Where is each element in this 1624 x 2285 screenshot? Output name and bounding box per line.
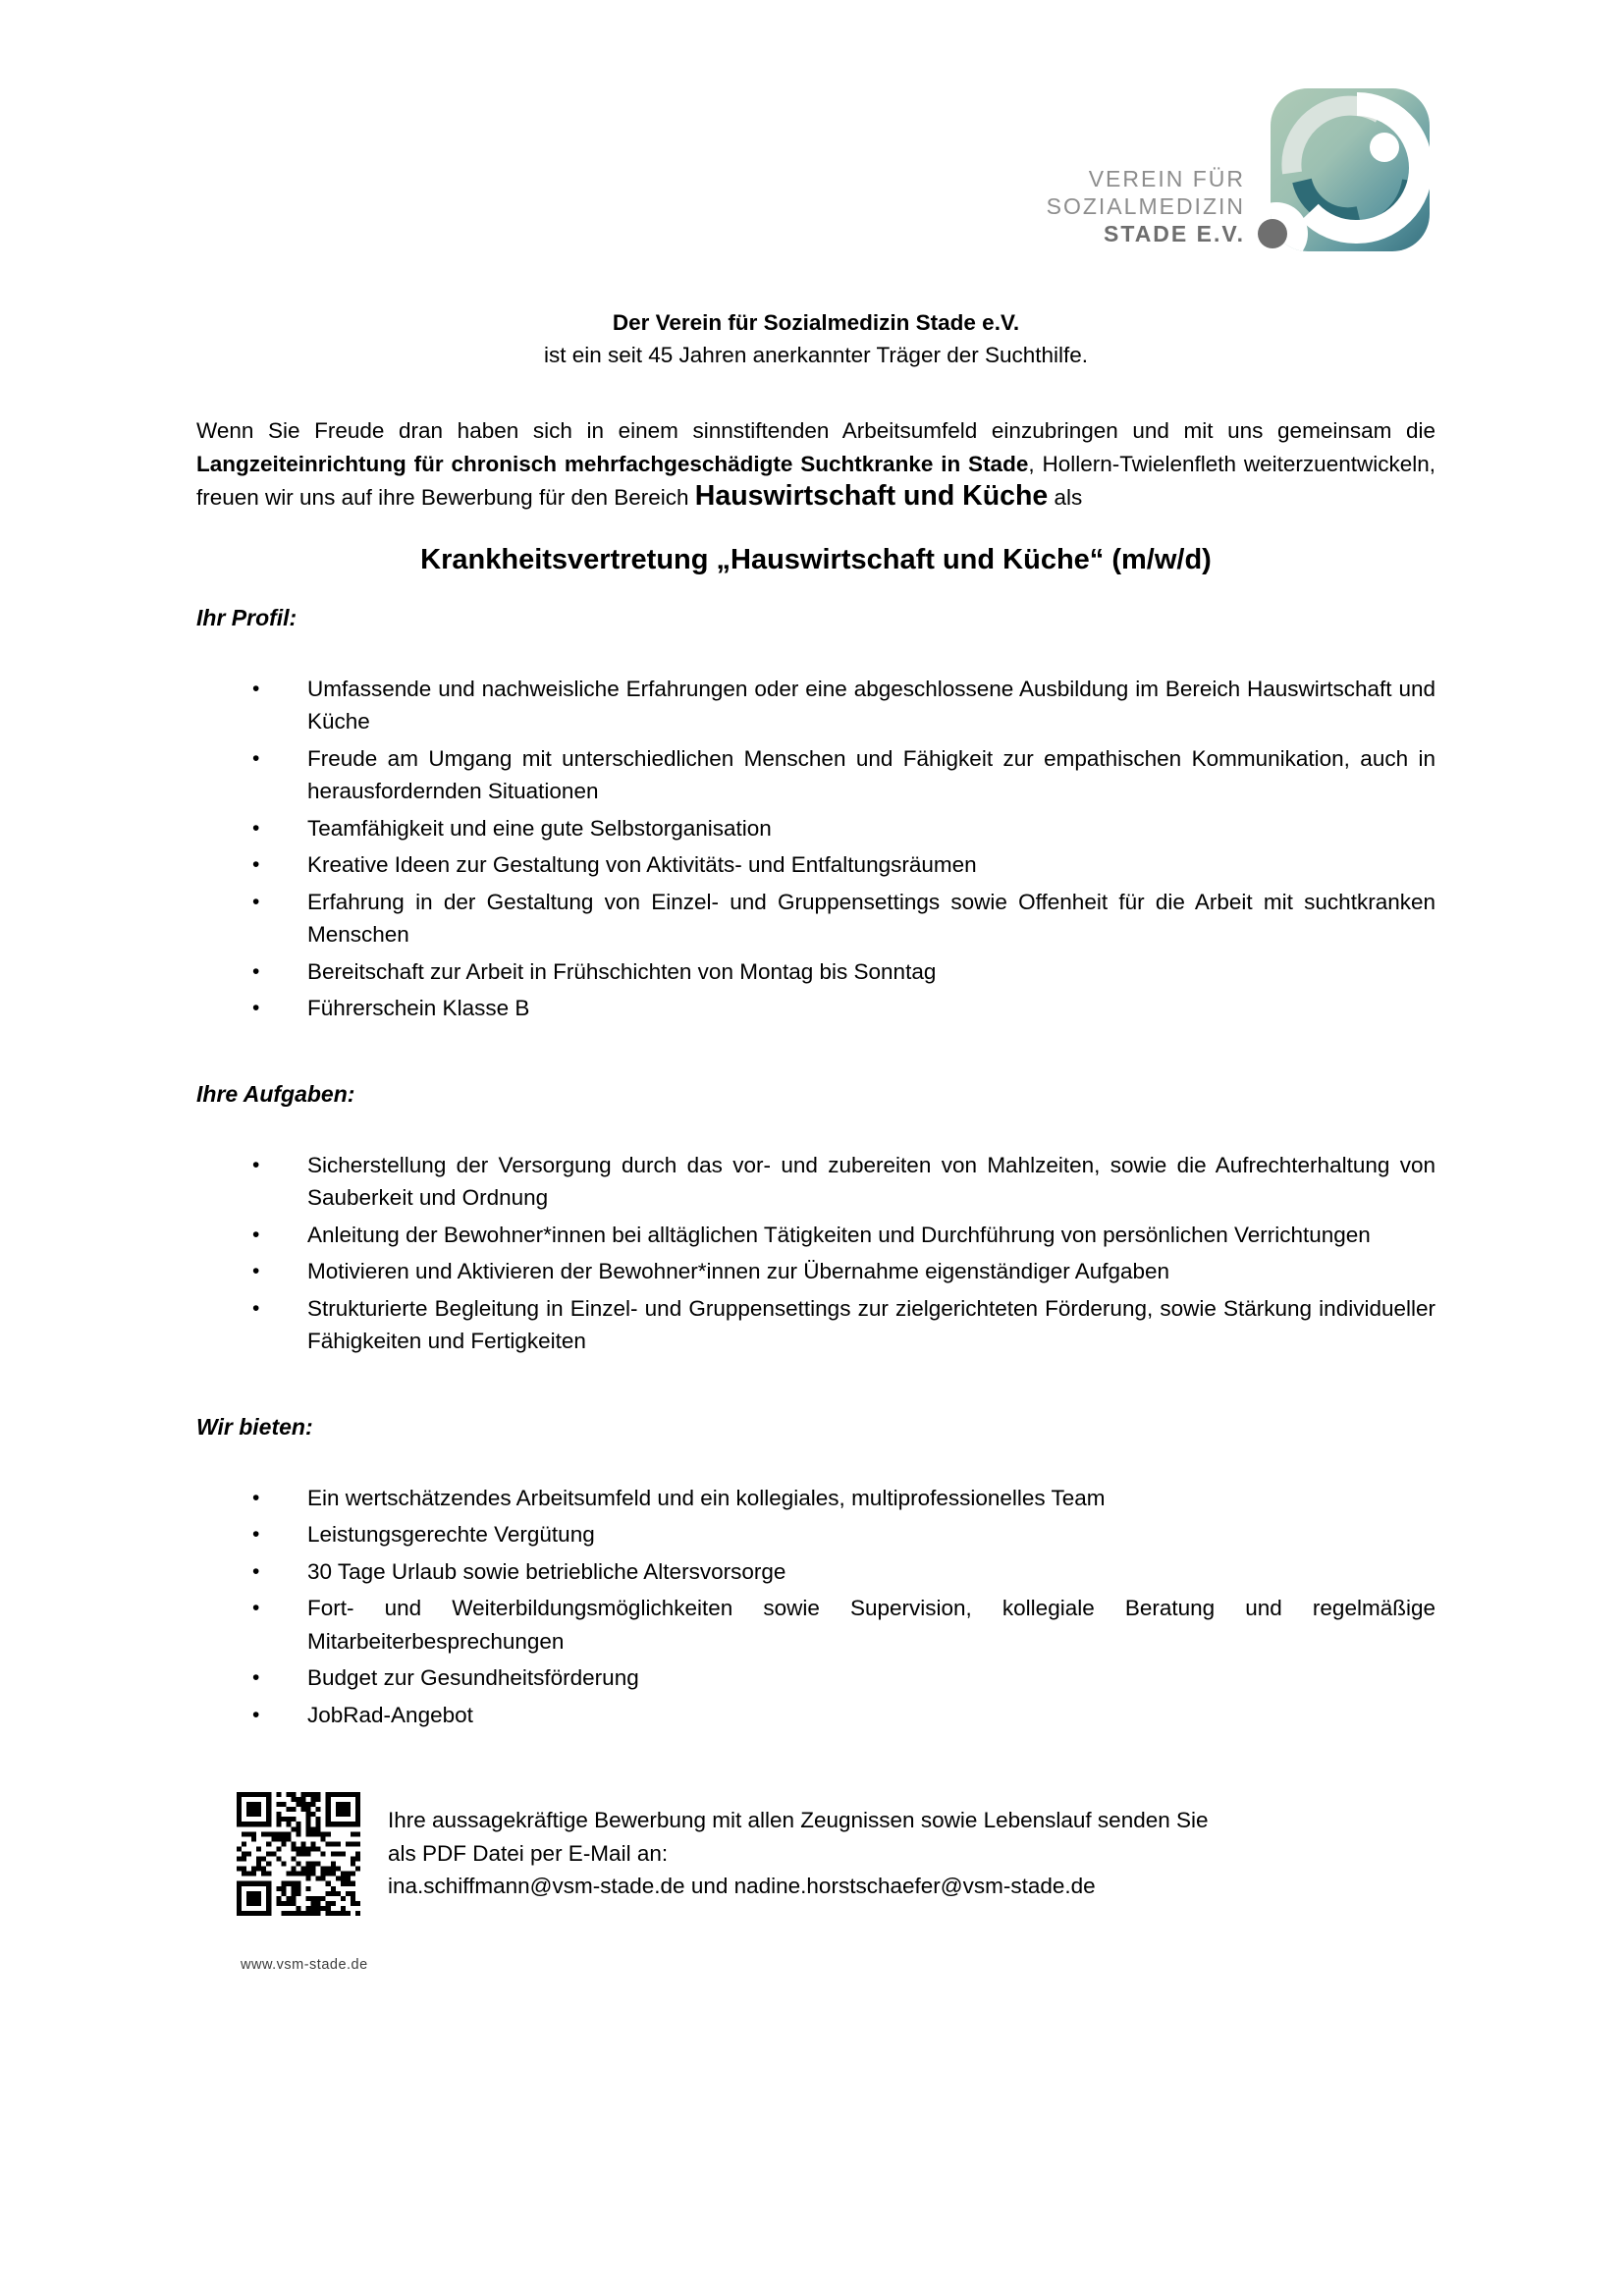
website-url: www.vsm-stade.de [241,1957,368,1973]
list-item: • Strukturierte Begleitung in Einzel- und Gruppensettings zur zielgerichteten Förderung, sowie Stärkung individueller Fähigkeiten und Fertigkeiten [196,1292,1435,1358]
logo-line-3: STADE E.V. [1104,221,1245,246]
aufgaben-list [196,1149,1435,1358]
list-item: • Umfassende und nachweisliche Erfahrungen oder eine abgeschlossene Ausbildung im Bereich Hauswirtschaft und Küche [196,673,1435,738]
org-subtitle: ist ein seit 45 Jahren anerkannter Träger der Suchthilfe. [543,343,1089,367]
list-item: • Sicherstellung der Versorgung durch das vor- und zubereiten von Mahlzeiten, sowie die Aufrechterhaltung von Sauberkeit und Ordnung [196,1149,1435,1215]
list-item: • Budget zur Gesundheitsförderung [196,1661,1435,1695]
org-logo [1047,86,1435,255]
section-wir-bieten [196,1413,1435,1732]
list-item: • Führerschein Klasse B [196,992,1435,1025]
wir-bieten-list [196,1482,1435,1732]
contact-line: ina.schiffmann@vsm-stade.de und nadine.horstschaefer@vsm-stade.de [388,1874,1096,1898]
section-heading-wir-bieten: Wir bieten: [196,1413,313,1440]
list-item: • Freude am Umgang mit unterschiedlichen Menschen und Fähigkeit zur empathischen Kommunikation, auch in herausfordernden Situationen [196,742,1435,808]
profil-list [196,673,1435,1025]
list-item: • 30 Tage Urlaub sowie betriebliche Altersvorsorge [196,1555,1435,1589]
contact-line: Ihre aussagekräftige Bewerbung mit allen Zeugnissen sowie Lebenslauf senden Sie [388,1808,1209,1832]
intro-paragraph: Wenn Sie Freude dran haben sich in einem sinnstiftenden Arbeitsumfeld einzubringen und mit uns gemeinsam die Langzeiteinrichtung für chronisch mehrfachgeschädigte Suchtkranke in Stade, Hollern-Twielenfleth weiterzuentwickeln, freuen wir uns auf ihre Bewerbung für den Bereich Hauswirtschaft und Küche als [196,418,1435,512]
job-title: Krankheitsvertretung „Hauswirtschaft und Küche“ (m/w/d) [420,543,1212,575]
contact-line: als PDF Datei per E-Mail an: [388,1840,669,1866]
list-item: • JobRad-Angebot [196,1699,1435,1732]
list-item: • Leistungsgerechte Vergütung [196,1518,1435,1551]
list-item: • Motivieren und Aktivieren der Bewohner*innen zur Übernahme eigenständiger Aufgaben [196,1255,1435,1288]
list-item: • Anleitung der Bewohner*innen bei alltäglichen Tätigkeiten und Durchführung von persönlichen Verrichtungen [196,1219,1435,1252]
section-profil [196,604,1435,1025]
logo-line-2: SOZIALMEDIZIN [1046,193,1245,219]
section-aufgaben [196,1080,1435,1358]
section-heading-profil: Ihr Profil: [196,604,298,630]
application-contact [237,1792,1435,1916]
application-instructions [388,1792,1209,1903]
logo-line-1: VEREIN FÜR [1088,166,1245,191]
list-item: • Ein wertschätzendes Arbeitsumfeld und ein kollegiales, multiprofessionelles Team [196,1482,1435,1515]
list-item: • Fort- und Weiterbildungsmöglichkeiten sowie Supervision, kollegiale Beratung und regelmäßige Mitarbeiterbesprechungen [196,1592,1435,1658]
qr-code-icon [237,1792,360,1916]
vsm-circle-logo-icon [1255,86,1435,255]
list-item: • Kreative Ideen zur Gestaltung von Aktivitäts- und Entfaltungsräumen [196,848,1435,882]
org-title: Der Verein für Sozialmedizin Stade e.V. [612,310,1020,335]
section-heading-aufgaben: Ihre Aufgaben: [196,1080,355,1107]
list-item: • Erfahrung in der Gestaltung von Einzel- und Gruppensettings sowie Offenheit für die Arbeit mit suchtkranken Menschen [196,886,1435,952]
org-logo-wordmark [1047,165,1245,247]
list-item: • Teamfähigkeit und eine gute Selbstorganisation [196,812,1435,845]
list-item: • Bereitschaft zur Arbeit in Frühschichten von Montag bis Sonntag [196,955,1435,989]
